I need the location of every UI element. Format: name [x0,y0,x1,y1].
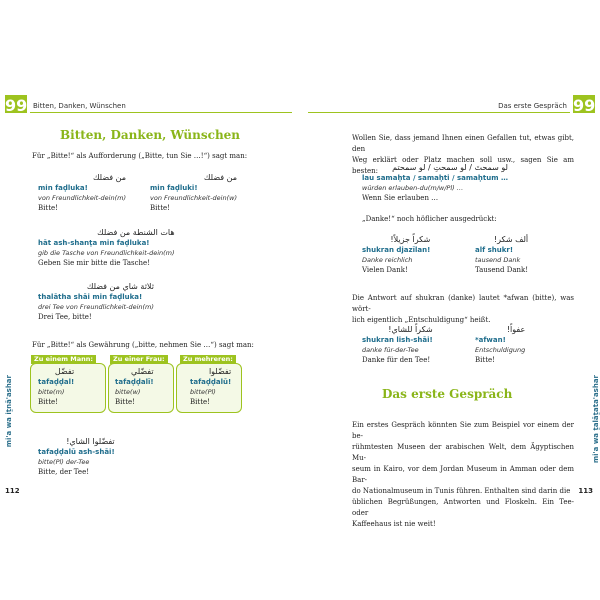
arabic-text: ثلاثة شاي من فضلك [86,282,154,291]
translation: Bitte! [115,398,135,406]
running-header-left: Bitten, Danken, Wünschen [33,102,126,110]
translation: Bitte! [190,398,210,406]
example-shukran-djazilan [362,235,430,275]
translation: Bitte! [150,204,170,212]
gloss: drei Tee von Freundlichkeit-dein(m) [38,303,154,311]
running-header-right: Das erste Gespräch [498,102,567,110]
example-thalatha-shai [38,282,154,322]
gloss: bitte(m) [38,388,65,396]
example-min-fadluka [38,173,126,213]
transliteration: hāt ash-shanṭa min faḍluka! [38,239,150,247]
header-rule-left [30,112,292,113]
transliteration: tafaḍḍalū ash-shāi! [38,448,115,456]
arabic-text: تفضّل [54,367,75,376]
transliteration: shukran lish-shāi! [362,336,433,344]
gloss: würden erlauben-du(m/w/Pl) … [362,184,464,192]
translation: Geben Sie mir bitte die Tasche! [38,259,151,267]
arabic-text: هات الشنطة من فضلك [97,228,175,237]
section-title-left: Bitten, Danken, Wünschen [60,128,241,142]
arabic-text: لو سمحتَ / لو سمحتِ / لو سمحتم [392,163,508,172]
translation: Wenn Sie erlauben … [362,194,439,202]
transliteration: thalātha shāi min faḍluka! [38,293,143,301]
paragraph-line: rühmtesten Museen der arabischen Welt, dem Ägyptischen Mu- [352,443,574,462]
left-page [0,95,300,505]
paragraph-danke: „Danke!“ noch höflicher ausgedrückt: [362,215,497,223]
example-hat-ash-shanta [38,228,175,268]
gloss: von Freundlichkeit-dein(m) [38,194,127,202]
translation: Drei Tee, bitte! [38,313,92,321]
paragraph-line: üblichen Begrüßungen, Antworten und Floskeln. Ein Tee- oder [352,498,574,517]
gloss: gib die Tasche von Freundlichkeit-dein(m) [38,249,175,257]
paragraph-first-conversation [352,420,574,530]
arabic-text: شكراً جزيلاً! [390,235,431,244]
page-number-left: 112 [5,487,20,495]
arabic-text: تفضّلي [131,367,154,376]
transliteration: lau samaḥta / samaḥti / samaḥtum … [362,174,508,182]
arabic-text: عفواً! [506,325,526,334]
paragraph-line: seum in Kairo, vor dem Jordan Museum in Amman oder dem Bar- [352,465,574,484]
transliteration: *afwan! [475,336,506,344]
paragraph-line: do Nationalmuseum in Tunis führen. Enthalten sind darin die [352,487,571,495]
intro-text-2: Für „Bitte!“ als Gewährung („bitte, nehmen Sie …“) sagt man: [32,341,254,349]
transliteration: tafaḍḍalū! [190,378,232,386]
translation: Bitte! [38,204,58,212]
tag-to-man: Zu einem Mann: [31,355,96,364]
example-shukran-lish-shai [362,325,433,365]
transliteration: shukran djazīlan! [362,246,431,254]
transliteration: min faḍluka! [38,184,88,192]
paragraph-line: Kaffeehaus ist nie weit! [352,520,436,528]
section-title-right: Das erste Gespräch [382,387,513,401]
translation: Bitte! [38,398,58,406]
arabic-text: تفضّلوا الشاي! [66,437,115,446]
example-lau-samahta [362,163,508,203]
example-tafaddal [38,367,74,407]
gloss: bitte(w) [115,388,141,396]
arabic-text: تفضّلوا [208,367,232,376]
tag-to-several: Zu mehreren: [180,355,236,364]
paragraph-line: lich eigentlich „Entschuldigung“ heißt. [352,316,491,324]
example-tafaddalu [190,367,231,407]
transliteration: alf shukr! [475,246,514,254]
gloss: von Freundlichkeit-dein(w) [150,194,237,202]
translation: Danke für den Tee! [362,356,431,364]
translation: Bitte! [475,356,495,364]
intro-text: Für „Bitte!“ als Aufforderung („Bitte, tun Sie …!“) sagt man: [32,152,248,160]
gloss: Danke reichlich [362,256,413,264]
translation: Bitte, der Tee! [38,468,90,476]
header-rule-right [308,112,570,113]
arabic-text: من فضلك [92,173,127,182]
tag-to-woman: Zu einer Frau: [110,355,168,364]
example-tafaddalu-ash-shai [38,437,115,477]
transliteration: min faḍluki! [150,184,198,192]
side-number-word-left: mi'a wa iṯnā'ashar [5,375,13,448]
page-number-right: 113 [578,487,593,495]
transliteration: tafaḍḍalī! [115,378,154,386]
paragraph-line: Die Antwort auf shukran (danke) lautet *afwan (bitte), was wört- [352,294,574,313]
paragraph-line: Weg erklärt oder Platz machen soll usw., sagen Sie am besten: [352,156,574,175]
translation: Vielen Dank! [362,266,408,274]
example-afwan [475,325,525,365]
arabic-text: ألف شكر! [493,235,529,244]
quote-marker-left: 99 [5,96,28,115]
quote-marker-right: 99 [573,96,596,115]
paragraph-line: Wollen Sie, dass jemand Ihnen einen Gefallen tut, etwas gibt, den [352,134,574,153]
transliteration: tafaḍḍal! [38,378,75,386]
gloss: danke für-der-Tee [362,346,419,354]
gloss: bitte(Pl) [190,388,216,396]
arabic-text: من فضلك [203,173,237,182]
right-page [300,95,600,528]
example-alf-shukr [475,235,528,275]
paragraph-line: Ein erstes Gespräch könnten Sie zum Beispiel vor einem der be- [352,421,574,440]
example-tafaddali [115,367,154,407]
gloss: Entschuldigung [475,346,526,354]
side-number-word-right: mi'a wa ṯalāṯata'ashar [592,375,600,464]
translation: Tausend Dank! [475,266,529,274]
example-min-fadluki [150,173,237,213]
arabic-text: شكراً للشاي! [388,325,433,334]
gloss: tausend Dank [475,256,521,264]
paragraph-afwan [352,293,574,326]
gloss: bitte(Pl) der-Tee [38,458,90,466]
